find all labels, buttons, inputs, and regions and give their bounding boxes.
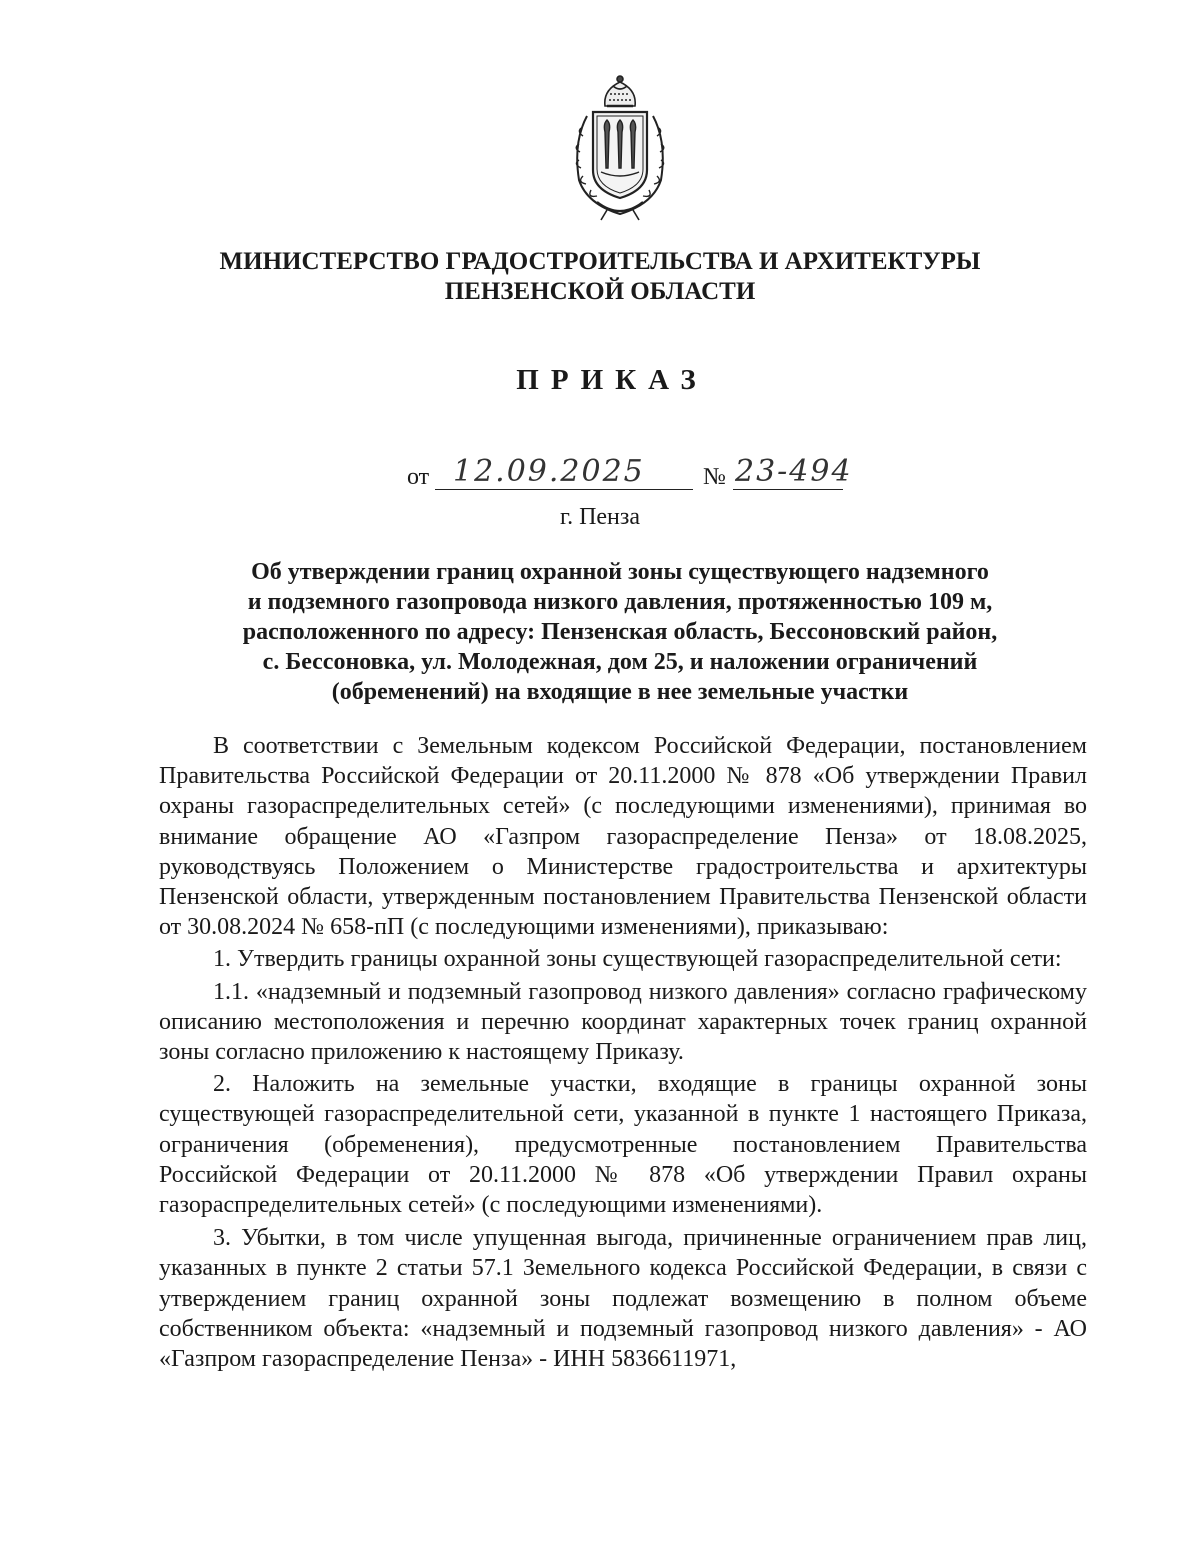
- date-underline: [435, 489, 693, 490]
- number-underline: [733, 489, 843, 490]
- ministry-name: [0, 247, 1200, 307]
- item-1-1-paragraph: 1.1. «надземный и подземный газопровод низкого давления» согласно графическому описанию местоположения и перечню координат характерных точек границ охранной зоны согласно приложению к настоящему Приказу.: [159, 978, 1087, 1066]
- number-value-handwritten: 23-494: [735, 454, 853, 489]
- item-2-paragraph: 2. Наложить на земельные участки, входящие в границы охранной зоны существующей газораспределительной сети, указанной в пункте 1 настоящего Приказа, ограничения (обременения), предусмотренные постановлением Правительства Российской Федерации от 20.11.2000 № 878 «Об утверждении Правил охраны газораспределительных сетей» (с последующими изменениями).: [159, 1071, 1087, 1219]
- document-type-title: ПРИКАЗ: [516, 364, 708, 396]
- subject-line: Об утверждении границ охранной зоны существующего надземного: [251, 559, 989, 585]
- subject-line: расположенного по адресу: Пензенская область, Бессоновский район,: [242, 619, 998, 645]
- order-subject: [200, 557, 1040, 707]
- item-1-paragraph: 1. Утвердить границы охранной зоны существующей газораспределительной сети:: [213, 946, 1062, 973]
- order-requisites: [407, 454, 887, 498]
- ministry-name-line1: МИНИСТЕРСТВО ГРАДОСТРОИТЕЛЬСТВА И АРХИТЕКТУРЫ: [219, 248, 981, 275]
- city: г. Пенза: [559, 504, 641, 530]
- subject-line: с. Бессоновка, ул. Молодежная, дом 25, и наложении ограничений: [262, 649, 978, 675]
- penza-oblast-coat-of-arms-icon: [567, 72, 673, 222]
- date-value-handwritten: 12.09.2025: [453, 454, 645, 489]
- subject-line: (обременений) на входящие в нее земельные участки: [331, 679, 909, 705]
- order-body: [159, 731, 1087, 1374]
- preamble-paragraph: В соответствии с Земельным кодексом Российской Федерации, постановлением Правительства Российской Федерации от 20.11.2000 № 878 «Об утверждении Правил охраны газораспределительных сетей» (с последующими изменениями), принимая во внимание обращение АО «Газпром газораспределение Пенза» от 18.08.2025, руководствуясь Положением о Министерстве градостроительства и архитектуры Пензенской области, утвержденным постановлением Правительства Пензенской области от 30.08.2024 № 658-пП (с последующими изменениями), приказываю:: [159, 733, 1087, 941]
- ministry-name-line2: ПЕНЗЕНСКОЙ ОБЛАСТИ: [444, 278, 756, 305]
- date-prefix: от: [407, 464, 430, 490]
- number-prefix: №: [703, 464, 726, 490]
- subject-line: и подземного газопровода низкого давления, протяженностью 109 м,: [247, 589, 993, 615]
- item-3-paragraph: 3. Убытки, в том числе упущенная выгода, причиненные ограничением прав лиц, указанных в пункте 2 статьи 57.1 Земельного кодекса Российской Федерации, в связи с утверждением границ охранной зоны подлежат возмещению в полном объеме собственником объекта: «надземный и подземный газопровод низкого давления» - АО «Газпром газораспределение Пенза» - ИНН 5836611971,: [159, 1225, 1087, 1373]
